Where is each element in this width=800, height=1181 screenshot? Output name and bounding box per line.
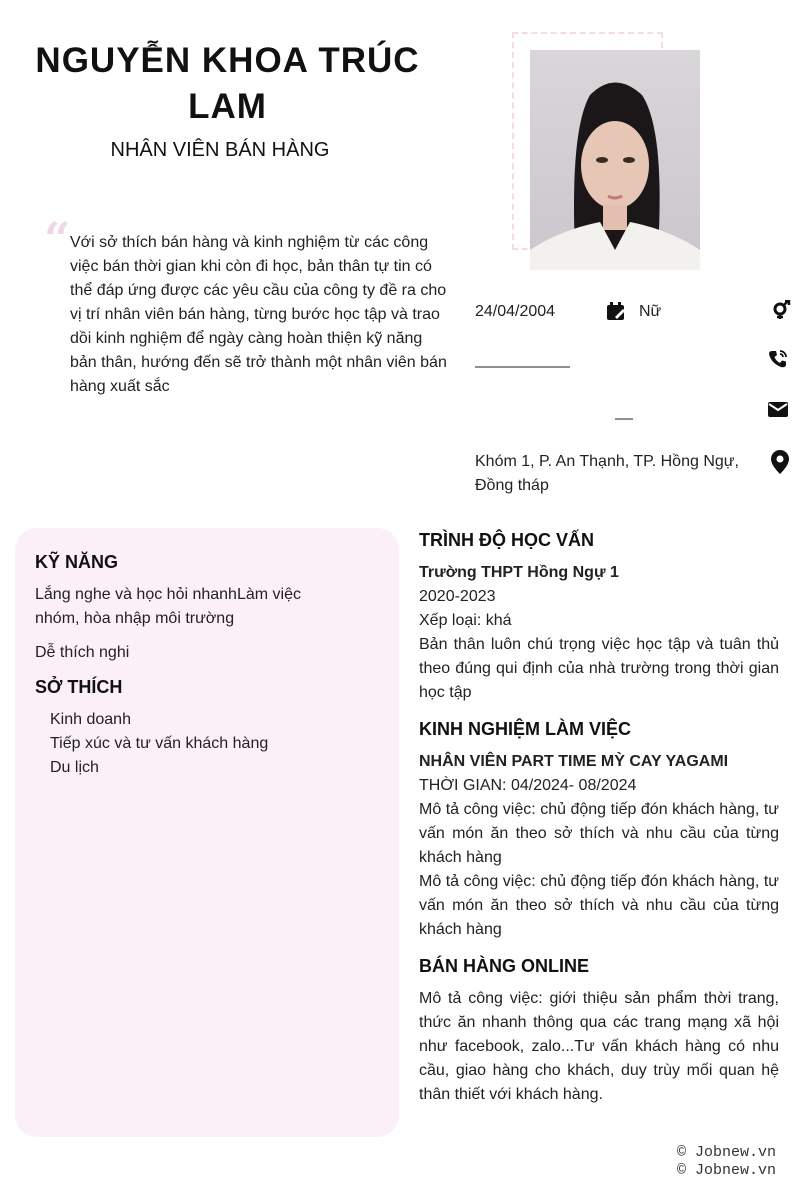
skills-heading: KỸ NĂNG xyxy=(35,552,119,572)
watermark: © Jobnew.vn xyxy=(676,1162,776,1179)
left-sidebar xyxy=(15,528,399,1137)
education-period: 2020-2023 xyxy=(419,588,496,605)
location-pin-icon xyxy=(770,450,790,474)
online-sales-section xyxy=(419,956,779,1107)
education-grade: Xếp loại: khá xyxy=(419,612,512,629)
experience-heading: KINH NGHIỆM LÀM VIỆC xyxy=(419,719,632,739)
phone-redacted xyxy=(475,366,570,368)
watermark: © Jobnew.vn xyxy=(676,1144,776,1161)
education-description: Bản thân luôn chú trọng việc học tập và tuân thủ theo đúng qui định của nhà trường trong thời gian học tập xyxy=(419,636,779,701)
birthday: 24/04/2004 xyxy=(475,303,556,320)
career-objective: Với sở thích bán hàng và kinh nghiệm từ các công việc bán thời gian khi còn đi học, bản thân tự tin có thể đáp ứng được các yêu cầu của công ty đề ra cho vị trí nhân viên bán hàng, từng bước học tập và trao dồi kinh nghiệm để ngày càng hoàn thiện kỹ năng bản thân, hướng đến sẽ trở thành một nhân viên bán hàng xuất sắc xyxy=(70,234,447,395)
experience-position: NHÂN VIÊN PART TIME MỲ CAY YAGAMI xyxy=(419,753,729,770)
experience-description: Mô tả công việc: chủ động tiếp đón khách hàng, tư vấn món ăn theo sở thích và nhu cầu của từng khách hàng xyxy=(419,801,779,866)
school-name: Trường THPT Hồng Ngự 1 xyxy=(419,564,619,581)
email-icon xyxy=(768,399,788,419)
photo-frame-decoration xyxy=(661,32,663,48)
skill-item: Lắng nghe và học hỏi nhanhLàm việc nhóm, hòa nhập môi trường xyxy=(35,586,301,627)
gender: Nữ xyxy=(639,303,662,320)
profile-photo xyxy=(530,50,700,270)
online-sales-heading: BÁN HÀNG ONLINE xyxy=(419,956,589,976)
hobby-item: Tiếp xúc và tư vấn khách hàng xyxy=(50,735,269,752)
experience-time: THỜI GIAN: 04/2024- 08/2024 xyxy=(419,777,637,794)
quote-icon: “ xyxy=(44,212,71,266)
online-sales-description: Mô tả công việc: giới thiệu sản phẩm thời trang, thức ăn nhanh thông qua các trang mạng xã hội như facebook, zalo...Tư vấn khách hàng có nhu cầu, giao hàng cho khách, duy trùy mối quan hệ thân thiết với khách hàng. xyxy=(419,990,779,1103)
hobbies-heading: SỞ THÍCH xyxy=(35,677,123,697)
job-title: NHÂN VIÊN BÁN HÀNG xyxy=(110,139,330,161)
calendar-icon xyxy=(606,301,626,321)
email-redacted xyxy=(615,418,633,420)
hobby-item: Du lịch xyxy=(50,759,99,776)
education-section xyxy=(419,530,779,705)
phone-icon xyxy=(768,349,788,369)
education-heading: TRÌNH ĐỘ HỌC VẤN xyxy=(419,530,594,550)
address: Khóm 1, P. An Thạnh, TP. Hồng Ngự, Đồng tháp xyxy=(475,453,739,494)
skill-item: Dễ thích nghi xyxy=(35,644,130,661)
hobby-item: Kinh doanh xyxy=(50,711,131,728)
gender-icon xyxy=(771,300,791,320)
experience-description: Mô tả công việc: chủ động tiếp đón khách hàng, tư vấn món ăn theo sở thích và nhu cầu của từng khách hàng xyxy=(419,873,779,938)
experience-section xyxy=(419,719,779,942)
candidate-name: NGUYỄN KHOA TRÚC LAM xyxy=(35,41,420,126)
